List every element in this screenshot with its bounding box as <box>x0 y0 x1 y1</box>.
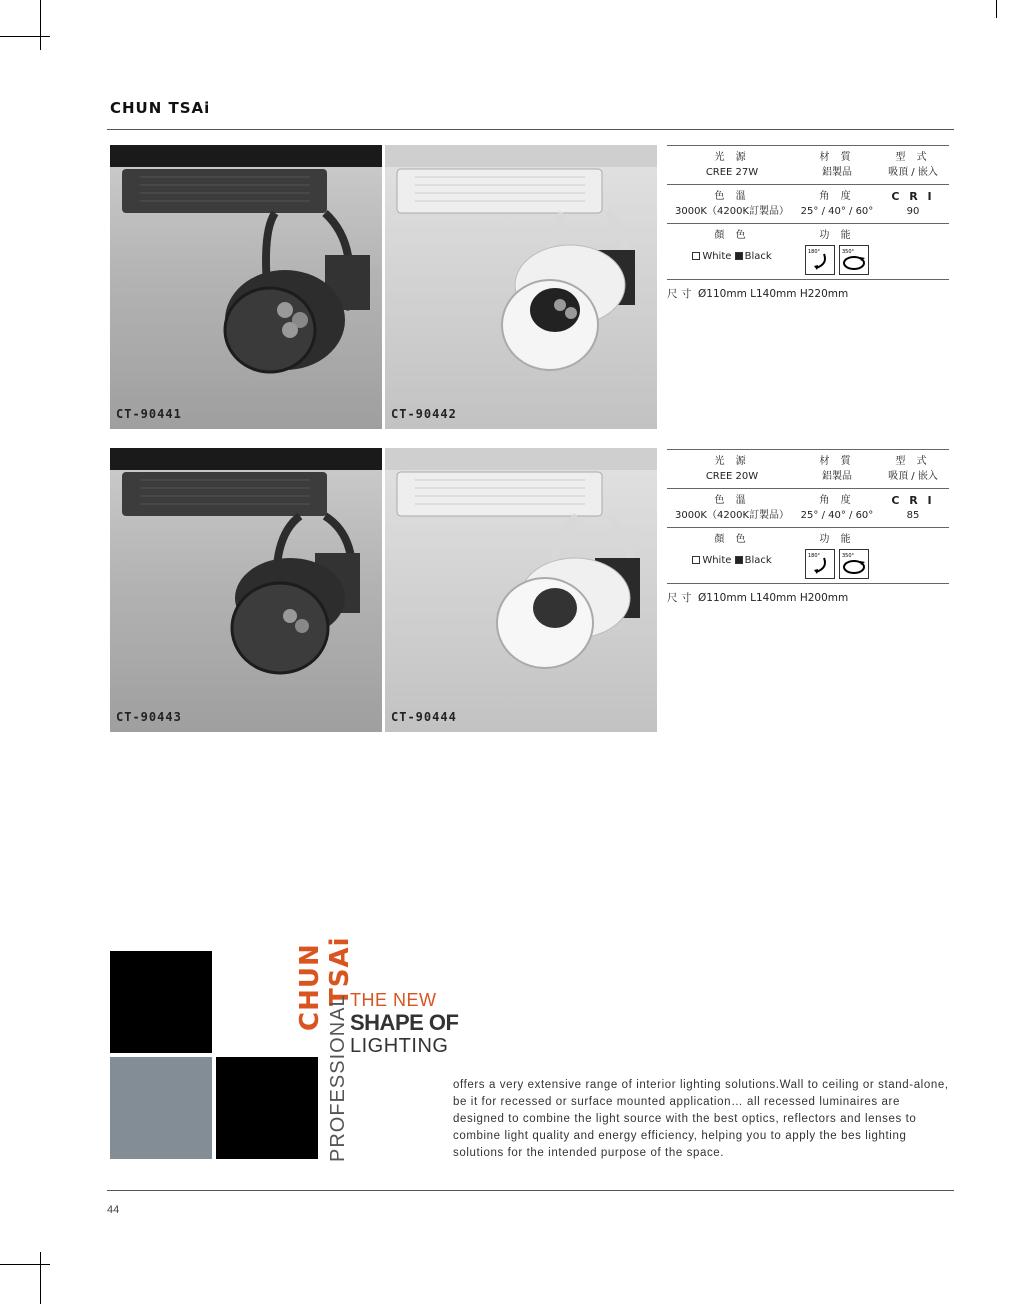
label-material: 材 質 <box>819 456 855 467</box>
crop-mark-top-right-v <box>996 0 997 18</box>
header-rule <box>107 129 954 130</box>
label-color: 顏 色 <box>714 534 750 545</box>
dimensions <box>667 280 949 301</box>
value-dimensions: Ø110mm L140mm H220mm <box>698 288 849 300</box>
label-cri: C R I <box>891 494 935 507</box>
label-color-temp: 色 溫 <box>714 495 750 506</box>
spec-row-color <box>667 224 949 280</box>
product-code: CT-90443 <box>116 710 182 724</box>
product-code: CT-90441 <box>116 407 182 421</box>
label-angle: 角 度 <box>819 495 855 506</box>
footer-rule <box>107 1190 954 1191</box>
spec-row-color-temp <box>667 185 949 224</box>
rotate-350-icon <box>839 549 869 579</box>
label-function: 功 能 <box>819 534 855 545</box>
spec-row-source <box>667 449 949 489</box>
value-angle: 25° / 40° / 60° <box>800 206 874 217</box>
dimensions <box>667 584 949 605</box>
promo-brand-chun: CHUN <box>295 943 325 1031</box>
black-swatch-icon <box>735 556 743 564</box>
page-number: 44 <box>107 1204 120 1216</box>
label-cri: C R I <box>891 190 935 203</box>
rotate-angle: 350° <box>842 553 855 559</box>
track-light-black-illustration <box>110 448 382 732</box>
label-color-temp: 色 溫 <box>714 191 750 202</box>
track-light-black-illustration <box>110 145 382 429</box>
track-light-white-illustration <box>385 448 657 732</box>
value-color-temp: 3000K（4200K訂製品） <box>674 510 789 521</box>
crop-mark-top-left-h <box>0 36 50 37</box>
tilt-180-icon <box>805 245 835 275</box>
promo-block-grey <box>110 1057 212 1159</box>
value-material: 鋁製品 <box>822 471 852 482</box>
color-black: Black <box>744 555 772 566</box>
value-type: 吸頂 / 嵌入 <box>888 471 938 482</box>
color-white: White <box>702 251 732 262</box>
label-angle: 角 度 <box>819 191 855 202</box>
label-light-source: 光 源 <box>714 456 750 467</box>
value-light-source: CREE 20W <box>705 471 759 482</box>
value-type: 吸頂 / 嵌入 <box>888 167 938 178</box>
label-dimensions: 尺 寸 <box>667 592 692 604</box>
crop-mark-bottom-left-h <box>0 1264 50 1265</box>
label-type: 型 式 <box>895 152 931 163</box>
label-color: 顏 色 <box>714 230 750 241</box>
spec-table-2 <box>667 449 949 605</box>
label-type: 型 式 <box>895 456 931 467</box>
promo-line-lighting: LIGHTING <box>350 1035 449 1057</box>
value-dimensions: Ø110mm L140mm H200mm <box>698 592 849 604</box>
tilt-angle: 180° <box>808 553 821 559</box>
rotate-350-icon <box>839 245 869 275</box>
value-angle: 25° / 40° / 60° <box>800 510 874 521</box>
label-material: 材 質 <box>819 152 855 163</box>
label-dimensions: 尺 寸 <box>667 288 692 300</box>
promo-brand-tsai: TSAi <box>325 936 355 1006</box>
promo-line-shape-of: SHAPE OF <box>350 1010 459 1035</box>
white-swatch-icon <box>692 556 700 564</box>
promo-block-black-bottom <box>216 1057 318 1159</box>
product-photo-2 <box>385 145 657 429</box>
tilt-180-icon <box>805 549 835 579</box>
color-black: Black <box>744 251 772 262</box>
spec-row-color-temp <box>667 489 949 528</box>
promo-professional: PROFESSIONAL <box>327 994 349 1162</box>
promo-block-black-top <box>110 951 212 1053</box>
brand-logo: CHUN TSAi <box>110 99 211 117</box>
label-function: 功 能 <box>819 230 855 241</box>
value-material: 鋁製品 <box>822 167 852 178</box>
promo-line-the-new: THE NEW <box>350 990 437 1010</box>
crop-mark-top-left-v <box>40 0 41 50</box>
black-swatch-icon <box>735 252 743 260</box>
white-swatch-icon <box>692 252 700 260</box>
product-photo-1 <box>110 145 382 429</box>
product-photo-4 <box>385 448 657 732</box>
spec-row-color <box>667 528 949 584</box>
color-white: White <box>702 555 732 566</box>
value-cri: 85 <box>906 510 920 521</box>
value-cri: 90 <box>906 206 920 217</box>
crop-mark-bottom-left-v <box>40 1252 41 1304</box>
value-color-temp: 3000K（4200K訂製品） <box>674 206 789 217</box>
product-photo-3 <box>110 448 382 732</box>
label-light-source: 光 源 <box>714 152 750 163</box>
product-code: CT-90442 <box>391 407 457 421</box>
value-light-source: CREE 27W <box>705 167 759 178</box>
spec-row-source <box>667 145 949 185</box>
promo-paragraph: offers a very extensive range of interior lighting solutions.Wall to ceiling or stand-alone, be it for recessed or surface mounted application… all recessed luminaires are designed to combine the light source with the best optics, reflectors and lenses to combine light quality and energy efficiency, helping you to apply the bes lighting solutions for the intended purpose of the space. <box>453 1079 949 1159</box>
spec-table-1 <box>667 145 949 301</box>
tilt-angle: 180° <box>808 249 821 255</box>
track-light-white-illustration <box>385 145 657 429</box>
rotate-angle: 350° <box>842 249 855 255</box>
product-code: CT-90444 <box>391 710 457 724</box>
